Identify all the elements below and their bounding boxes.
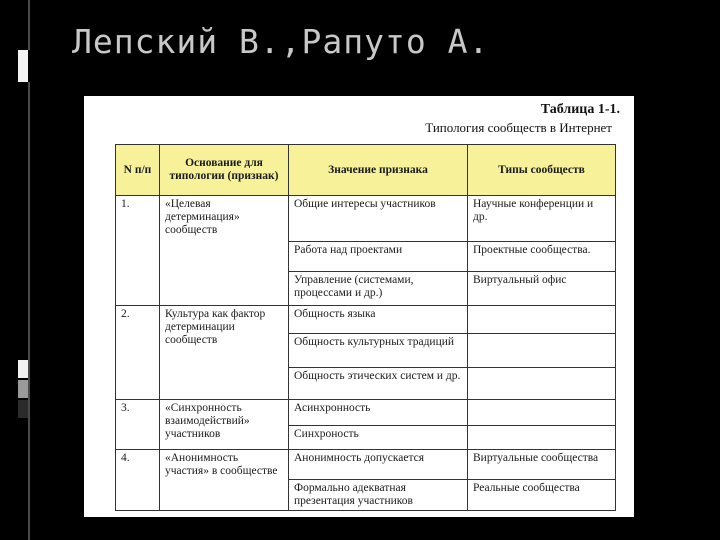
accent-block-light [18, 360, 28, 378]
row-value: Общность языка [289, 306, 468, 334]
header-value: Значение признака [289, 145, 468, 196]
table-row [116, 306, 616, 334]
slide-marker-notch [28, 50, 32, 82]
row-type [468, 306, 616, 334]
table-row [116, 196, 616, 242]
table-row [116, 450, 616, 480]
table-row [116, 400, 616, 426]
row-num: 2. [116, 306, 160, 400]
row-num: 4. [116, 450, 160, 511]
header-num: N п/п [116, 145, 160, 196]
typology-table [115, 144, 616, 511]
row-value: Работа над проектами [289, 242, 468, 272]
row-value: Формально адекватная презентация участников [289, 480, 468, 511]
row-type [468, 400, 616, 426]
document-image [84, 96, 634, 517]
header-types: Типы сообществ [468, 145, 616, 196]
row-basis: «Синхронность взаимодействий» участников [160, 400, 289, 450]
row-value: Общие интересы участников [289, 196, 468, 242]
row-basis: Культура как фактор детерминации сообществ [160, 306, 289, 400]
row-value: Общность культурных традиций [289, 334, 468, 368]
accent-block-mid [18, 380, 28, 398]
header-basis: Основание для типологии (признак) [160, 145, 289, 196]
row-basis: «Анонимность участия» в сообществе [160, 450, 289, 511]
row-type: Реальные сообщества [468, 480, 616, 511]
row-type: Проектные сообщества. [468, 242, 616, 272]
row-type [468, 368, 616, 400]
row-type: Научные конференции и др. [468, 196, 616, 242]
row-num: 3. [116, 400, 160, 450]
row-type [468, 334, 616, 368]
row-value: Управление (системами, процессами и др.) [289, 272, 468, 306]
row-basis: «Целевая детерминация» сообществ [160, 196, 289, 306]
row-value: Общность этических систем и др. [289, 368, 468, 400]
row-type: Виртуальный офис [468, 272, 616, 306]
accent-block-dark [18, 400, 28, 418]
table-header-row [116, 145, 616, 196]
row-num: 1. [116, 196, 160, 306]
row-value: Анонимность допускается [289, 450, 468, 480]
row-value: Синхроность [289, 426, 468, 450]
table-caption-number: Таблица 1-1. [540, 102, 620, 117]
row-type: Виртуальные сообщества [468, 450, 616, 480]
slide-marker [18, 50, 28, 82]
table-caption-title: Типология сообществ в Интернет [425, 120, 612, 135]
row-type [468, 426, 616, 450]
slide-title: Лепский В.,Рапуто А. [72, 22, 490, 61]
row-value: Асинхронность [289, 400, 468, 426]
